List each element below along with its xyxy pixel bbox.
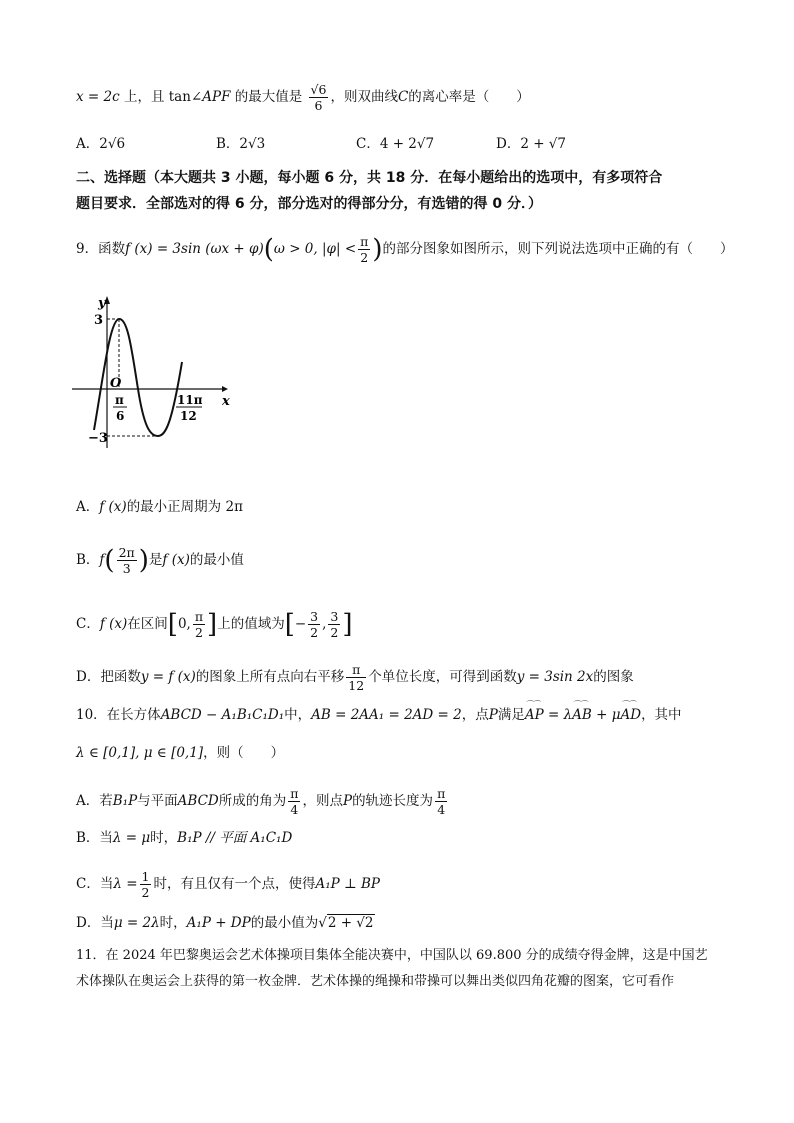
q10-line1-a: 10．在长方体 (76, 707, 161, 723)
q8-stem-post: ，则双曲线 (330, 89, 398, 105)
q9-optB-num: 2π (118, 545, 135, 560)
q10-optC-num: 1 (141, 869, 150, 884)
q10-stem-line1 (76, 705, 682, 725)
q8-option-a[interactable]: A．2√6 (76, 136, 126, 152)
q9-optC-bracket2: ] (207, 609, 218, 640)
q9-optD-den: 12 (348, 678, 365, 693)
q10-optA-den: 4 (290, 802, 299, 817)
q10-line1-e: ，其中 (641, 707, 682, 723)
origin-label: O (110, 376, 122, 391)
q10-optD-radical: √ (318, 915, 327, 931)
y-min-label: −3 (88, 431, 108, 446)
q10-optC-rel: A₁P ⊥ BP (315, 876, 380, 892)
q9-graph (70, 292, 230, 452)
q10-optA-c: 所成的角为 (218, 793, 287, 809)
q9-optD-post: 的图象 (593, 669, 634, 685)
q8-options (76, 134, 636, 154)
q10-option-a[interactable] (76, 786, 449, 817)
q8-stem-pre: x = 2c (76, 89, 120, 105)
q9-optC-f: f (x) (99, 616, 128, 632)
q8-stem (76, 82, 530, 113)
y-label: y (98, 296, 106, 311)
q9-optA-pre: A． (76, 499, 100, 515)
q8-max-fraction (309, 82, 329, 113)
q10-lengths: AB = 2AA₁ = 2AD = 2 (311, 707, 462, 723)
q10-vector-ap: ⌒⌒ AP (525, 705, 544, 725)
q10-line1-b: 中， (284, 707, 312, 723)
q10-option-d[interactable] (76, 913, 375, 933)
q9-optC-r2-den: 2 (330, 625, 339, 640)
q10-optA-line: B₁P (112, 793, 138, 809)
q9-optC-int-fraction (193, 609, 205, 640)
q10-optA-num2: π (437, 786, 446, 801)
q10-optC-a: C．当 (76, 876, 114, 892)
q10-optD-c: 的最小值为 (250, 915, 319, 931)
q10-line1-c: ，点 (461, 707, 489, 723)
q10-stem-line2 (76, 743, 284, 763)
section2-heading-line2: 题目要求．全部选对的得 6 分，部分选对的得部分分，有选错的得 0 分．） (76, 196, 542, 212)
q9-optC-minus: − (294, 616, 307, 632)
q10-optA-pt: P (342, 793, 353, 809)
q10-plus: + μ (591, 707, 621, 723)
q9-optD-mid: 的图象上所有点向右平移 (195, 669, 345, 685)
q9-optC-r1-den: 2 (310, 625, 319, 640)
q10-optA-fraction2 (435, 786, 447, 817)
q9-cond-den: 2 (360, 250, 369, 265)
q9-optB-fraction (117, 545, 137, 576)
tick2-num: 11π (177, 393, 203, 407)
q10-optC-fraction (140, 869, 152, 900)
q9-optC-bracket1: [ (167, 609, 178, 640)
q10-optA-d: ，则点 (302, 793, 343, 809)
x-axis-arrow (222, 386, 228, 392)
q9-optC-r1-num: 3 (310, 609, 319, 624)
q10-optA-plane: ABCD (177, 793, 219, 809)
q9-optD-mid2: 个单位长度，可得到函数 (368, 669, 517, 685)
tick2-den: 12 (180, 409, 197, 423)
q10-optD-cond: μ = 2λ (113, 915, 160, 931)
q10-optC-b: 时，有且仅有一个点，使得 (153, 876, 316, 892)
q9-stem (76, 234, 734, 265)
q9-optD-g: y = 3sin 2x (516, 669, 594, 685)
q8-option-d[interactable]: D．2 + √7 (496, 136, 566, 152)
q10-optC-lam: λ = (113, 876, 138, 892)
q10-point: P (488, 707, 498, 723)
q9-cond-fraction (358, 234, 370, 265)
q8-stem-end: 的离心率是（ ） (408, 89, 530, 105)
q10-optD-a: D．当 (76, 915, 114, 931)
tick1-num: π (115, 393, 124, 407)
q9-optC-r1-fraction (308, 609, 320, 640)
q9-optD-f: y = f (x) (140, 669, 196, 685)
q9-cond: ω > 0, |φ| < (273, 241, 357, 257)
q10-optB-rel: B₁P // 平面 A₁C₁D (177, 830, 293, 846)
q10-optA-den2: 4 (437, 802, 446, 817)
q8-option-b[interactable]: B．2√3 (216, 136, 266, 152)
q9-option-c[interactable] (76, 609, 353, 640)
q8-angle: APF (202, 89, 231, 105)
q10-optA-a: A．若 (76, 793, 113, 809)
q9-optA-post: 的最小正周期为 2π (126, 499, 243, 515)
q9-optB-paren-close: ) (138, 545, 149, 576)
q9-optC-mid: 在区间 (127, 616, 168, 632)
q8-max-num: √6 (310, 82, 327, 97)
q9-optC-int-num: π (194, 609, 204, 624)
q9-optD-pre: D．把函数 (76, 669, 141, 685)
q9-optB-paren-open: ( (104, 545, 115, 576)
q10-optA-fraction1 (288, 786, 300, 817)
q10-optA-e: 的轨迹长度为 (352, 793, 434, 809)
q9-stem-b: 的部分图象如图所示，则下列说法选项中正确的有（ ） (382, 241, 734, 257)
q10-optD-radicand: 2 + √2 (327, 915, 374, 931)
section2-heading-line1: 二、选择题（本大题共 3 小题，每小题 6 分，共 18 分．在每小题给出的选项中，有多项符合 (76, 170, 663, 186)
q9-optB-f2: f (x) (162, 552, 190, 568)
q9-option-a[interactable] (76, 497, 243, 517)
q10-eq: = λ (543, 707, 573, 723)
q9-optC-bracket4: ] (342, 609, 353, 640)
q9-optB-den: 3 (122, 561, 131, 576)
q10-optA-b: 与平面 (137, 793, 178, 809)
q9-paren-open: ( (263, 234, 274, 265)
q9-optB-f: f (99, 552, 105, 568)
q10-optD-sum: A₁P + DP (186, 915, 251, 931)
q8-max-den: 6 (314, 98, 323, 113)
q10-solid: ABCD − A₁B₁C₁D₁ (160, 707, 285, 723)
q9-optC-r2-num: 3 (330, 609, 339, 624)
q9-option-d[interactable] (76, 662, 634, 693)
q9-optB-post: 的最小值 (189, 552, 244, 568)
q9-optC-int-den: 2 (194, 625, 203, 640)
q10-optB-b: 时， (150, 830, 178, 846)
q10-range: λ ∈ [0,1], μ ∈ [0,1] (76, 745, 204, 761)
q8-stem-mid2: 的最大值是 (230, 89, 307, 105)
q9-option-b[interactable] (76, 545, 244, 576)
q9-cond-num: π (360, 234, 369, 249)
q9-paren-close: ) (372, 234, 383, 265)
q9-optC-r2-fraction (328, 609, 340, 640)
q9-optA-f: f (x) (99, 499, 127, 515)
q9-optB-pre: B． (76, 552, 100, 568)
q10-option-c[interactable] (76, 869, 380, 900)
q9-num: 9． (76, 241, 99, 257)
q9-optB-mid: 是 (148, 552, 163, 568)
q9-optC-pre: C． (76, 616, 100, 632)
q9-optD-num: π (346, 662, 366, 678)
q8-curve: C (397, 89, 409, 105)
q10-line1-d: 满足 (497, 707, 525, 723)
q10-optD-b: 时， (159, 915, 187, 931)
q9-optC-bracket3: [ (284, 609, 295, 640)
q10-optB-a: B．当 (76, 830, 113, 846)
q10-optA-num: π (290, 786, 299, 801)
q10-line2-b: ，则（ ） (203, 745, 285, 761)
q9-optD-fraction (346, 662, 366, 693)
q8-stem-mid: 上，且 tan∠ (119, 89, 203, 105)
q10-vector-ad: ⌒⌒ AD (620, 705, 641, 725)
q9-optC-mid2: 上的值域为 (217, 616, 285, 632)
x-label: x (222, 394, 230, 409)
q9-func: f (x) = 3sin (ωx + φ) (125, 241, 264, 257)
q9-stem-a: 函数 (98, 241, 126, 257)
q9-optC-int-a: 0, (177, 616, 191, 632)
q11-stem-line2: 术体操队在奥运会上获得的第一枚金牌．艺术体操的绳操和带操可以舞出类似四角花瓣的图案，它可看作 (76, 974, 675, 989)
q10-option-b[interactable] (76, 828, 292, 848)
q8-option-c[interactable]: C．4 + 2√7 (356, 136, 435, 152)
q10-optC-den: 2 (141, 885, 150, 900)
q9-optC-comma: , (322, 616, 327, 632)
q11-stem-line1: 11．在 2024 年巴黎奥运会艺术体操项目集体全能决赛中，中国队以 69.800 分的成绩夺得金牌，这是中国艺 (76, 948, 708, 963)
y-max-label: 3 (94, 313, 104, 328)
q10-vector-ab: ⌒⌒ AB (572, 705, 592, 725)
q10-optB-cond: λ = μ (112, 830, 151, 846)
tick1-den: 6 (116, 409, 125, 423)
